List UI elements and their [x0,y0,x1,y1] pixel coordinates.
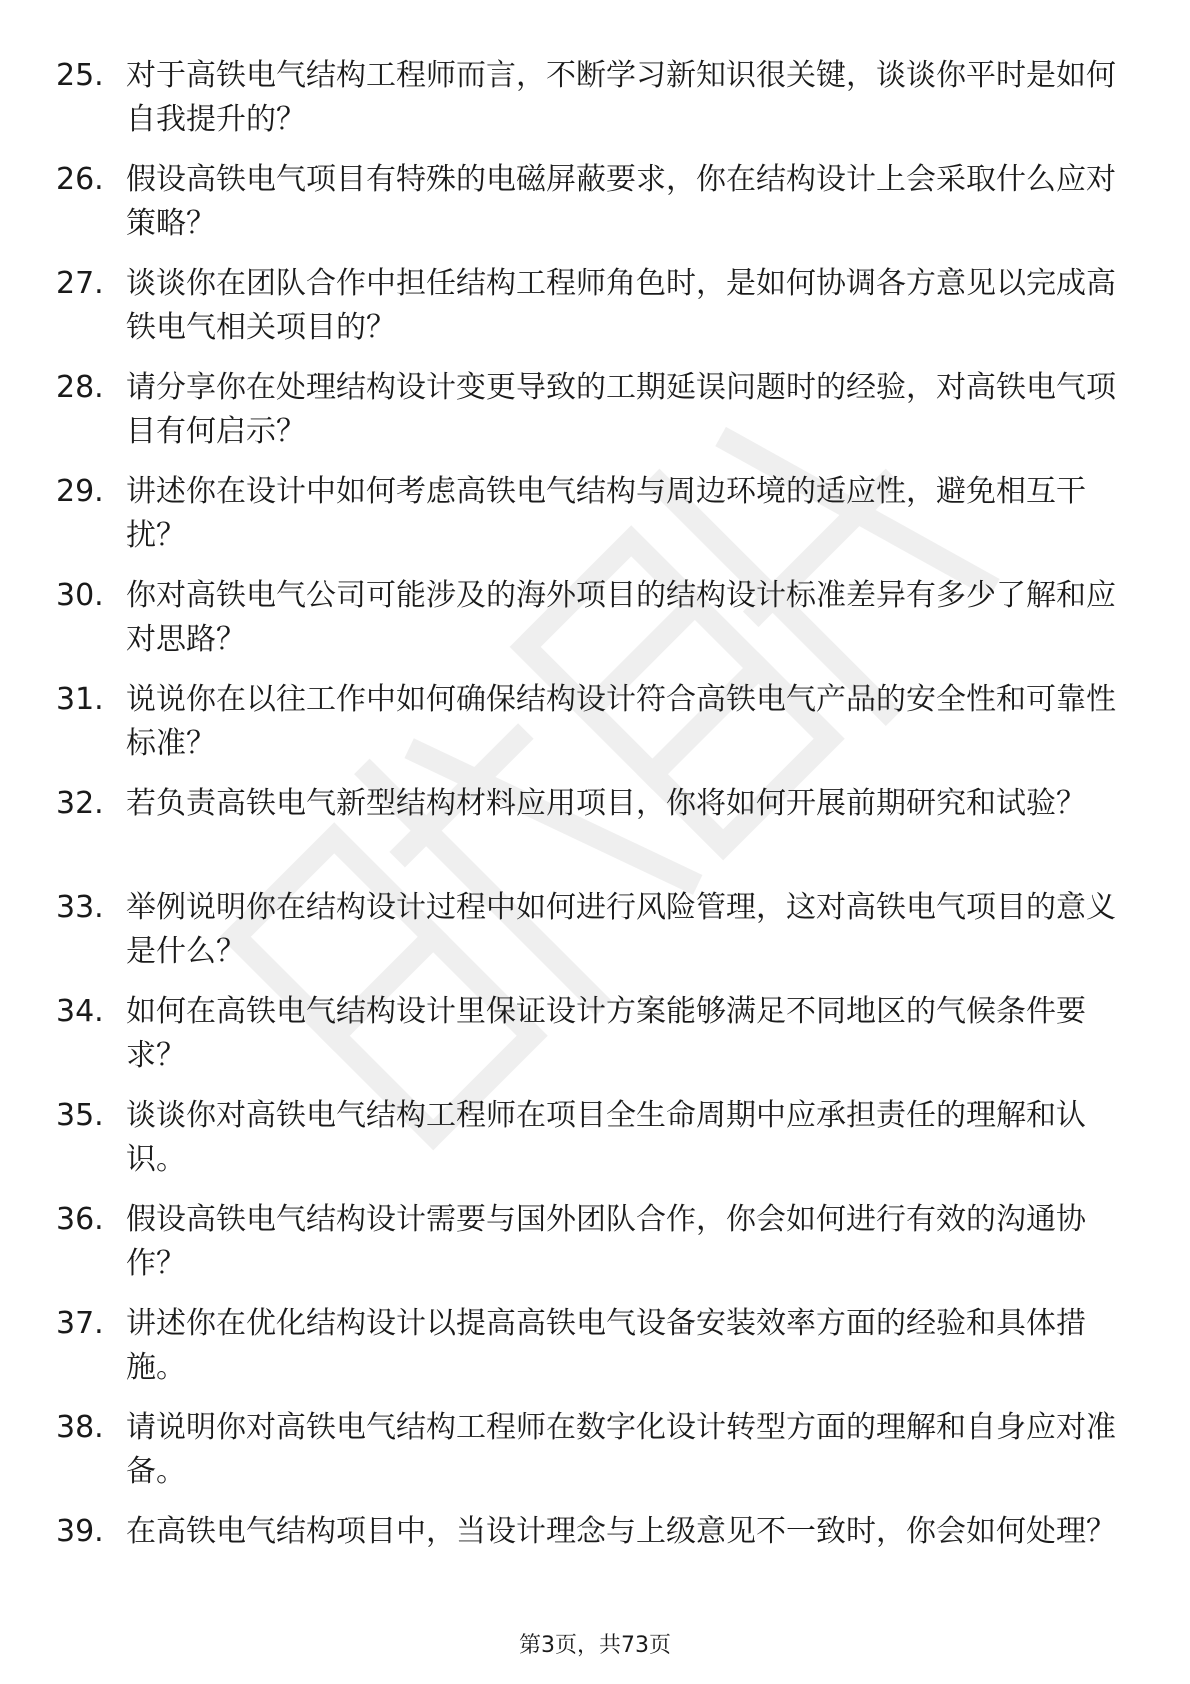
list-item [56,886,1116,974]
question-list [56,54,1116,1614]
question-number: 28. [56,370,104,405]
list-item [56,678,1116,766]
list-item [56,1510,1116,1598]
list-item [56,470,1116,558]
page-number-footer: 第3页，共73页 [519,1633,671,1658]
list-item [56,574,1116,662]
question-number: 29. [56,474,104,509]
question-text: 请说明你对高铁电气结构工程师在数字化设计转型方面的理解和自身应对准备。 [126,1410,1116,1489]
list-item [56,990,1116,1078]
list-item [56,158,1116,246]
question-text: 如何在高铁电气结构设计里保证设计方案能够满足不同地区的气候条件要求？ [126,994,1086,1073]
question-text: 你对高铁电气公司可能涉及的海外项目的结构设计标准差异有多少了解和应对思路？ [126,578,1116,657]
question-number: 37. [56,1306,104,1341]
list-item [56,1198,1116,1286]
question-text: 在高铁电气结构项目中，当设计理念与上级意见不一致时，你会如何处理？ [126,1514,1116,1549]
list-item [56,54,1116,142]
list-item [56,262,1116,350]
list-item [56,782,1116,870]
question-number: 36. [56,1202,104,1237]
question-number: 31. [56,682,104,717]
question-text: 讲述你在设计中如何考虑高铁电气结构与周边环境的适应性，避免相互干扰？ [126,474,1086,553]
question-number: 30. [56,578,104,613]
question-text: 若负责高铁电气新型结构材料应用项目，你将如何开展前期研究和试验？ [126,786,1086,821]
question-number: 33. [56,890,104,925]
question-text: 对于高铁电气结构工程师而言，不断学习新知识很关键，谈谈你平时是如何自我提升的？ [126,58,1116,137]
list-item [56,1406,1116,1494]
question-number: 32. [56,786,104,821]
question-number: 26. [56,162,104,197]
question-number: 35. [56,1098,104,1133]
question-text: 谈谈你在团队合作中担任结构工程师角色时，是如何协调各方意见以完成高铁电气相关项目的？ [126,266,1116,345]
question-number: 39. [56,1514,104,1549]
question-number: 27. [56,266,104,301]
question-text: 谈谈你对高铁电气结构工程师在项目全生命周期中应承担责任的理解和认识。 [126,1098,1086,1177]
list-item [56,366,1116,454]
list-item [56,1302,1116,1390]
question-number: 34. [56,994,104,1029]
question-text: 讲述你在优化结构设计以提高高铁电气设备安装效率方面的经验和具体措施。 [126,1306,1086,1385]
list-item [56,1094,1116,1182]
question-text: 假设高铁电气结构设计需要与国外团队合作，你会如何进行有效的沟通协作？ [126,1202,1086,1281]
question-text: 请分享你在处理结构设计变更导致的工期延误问题时的经验，对高铁电气项目有何启示？ [126,370,1116,449]
question-number: 25. [56,58,104,93]
question-text: 举例说明你在结构设计过程中如何进行风险管理，这对高铁电气项目的意义是什么？ [126,890,1116,969]
question-text: 假设高铁电气项目有特殊的电磁屏蔽要求，你在结构设计上会采取什么应对策略？ [126,162,1116,241]
question-text: 说说你在以往工作中如何确保结构设计符合高铁电气产品的安全性和可靠性标准？ [126,682,1116,761]
question-number: 38. [56,1410,104,1445]
